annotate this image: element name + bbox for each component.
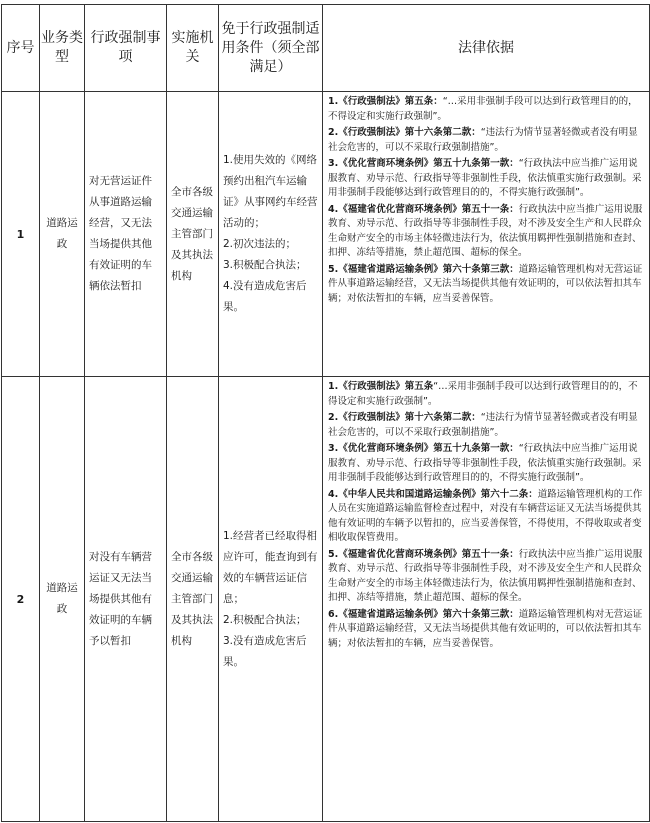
law-clause	[328, 488, 644, 546]
header-row	[2, 5, 650, 92]
law-text: 道路运输管理机构对无营运证件从事道路运输经营，又无法当场提供其他有效证明的，可以依法暂扣其车辆；对依法暂扣的车辆，应当妥善保管。	[328, 608, 643, 649]
law-clause	[328, 203, 644, 261]
legal-basis	[323, 377, 650, 822]
law-text: “违法行为情节显著轻微或者没有明显社会危害的，可以不采取行政强制措施”。	[328, 127, 638, 153]
business-type: 道路运政	[40, 377, 85, 822]
law-title: 4.《中华人民共和国道路运输条例》第六十二条：	[328, 488, 538, 500]
law-clause	[328, 126, 644, 155]
law-text: “行政执法中应当推广运用说服教育、劝导示范、行政指导等非强制性手段，依法慎重实施行政强制。采用非强制手段能够达到行政管理目的的，不得实施行政强制”。	[328, 443, 642, 483]
header-law: 法律依据	[323, 5, 650, 92]
header-org: 实施机关	[167, 5, 219, 92]
law-title: 6.《福建省道路运输条例》第六十条第三款：	[328, 608, 519, 620]
law-text: 道路运输管理机构的工作人员在实施道路运输监督检查过程中，对没有车辆营运证又无法当场提供其他有效证明的车辆予以暂扣的，应当妥善保管，不得使用，不得收取或者变相收取保管费用。	[328, 488, 643, 543]
law-title: 1.《行政强制法》第五条：	[328, 96, 443, 107]
law-text: 道路运输管理机构对无营运证件从事道路运输经营，又无法当场提供其他有效证明的，可以依法暂扣其车辆；对依法暂扣的车辆，应当妥善保管。	[328, 263, 643, 304]
business-type: 道路运政	[40, 92, 85, 377]
implementing-agency: 全市各级交通运输主管部门及其执法机构	[167, 377, 219, 822]
table-row	[2, 377, 650, 822]
enforcement-item: 对没有车辆营运证又无法当场提供其他有效证明的车辆予以暂扣	[85, 377, 167, 822]
law-clause	[328, 157, 644, 201]
enforcement-item: 对无营运证件从事道路运输经营，又无法当场提供其他有效证明的车辆依法暂扣	[85, 92, 167, 377]
law-clause	[328, 608, 644, 652]
condition-item: 4.没有造成危害后果。	[223, 280, 307, 313]
law-clause	[328, 263, 644, 307]
condition-item: 3.积极配合执法；	[223, 259, 307, 271]
law-title: 3.《优化营商环境条例》第五十九条第一款：	[328, 443, 519, 454]
exemption-conditions	[219, 92, 323, 377]
law-text: 行政执法中应当推广运用说服教育、劝导示范、行政指导等非强制性手段，对不涉及安全生产和人民群众生命财产安全的市场主体轻微违法行为，依法慎用羁押性强制措施和查封、扣押、冻结等措施，禁止超范围、超标的保全。	[328, 203, 643, 258]
law-title: 2.《行政强制法》第十六条第二款：	[328, 127, 481, 138]
header-item: 行政强制事项	[85, 5, 167, 92]
row-number: 1	[2, 92, 40, 377]
law-clause	[328, 380, 644, 409]
law-clause	[328, 548, 644, 606]
header-type: 业务类型	[40, 5, 85, 92]
law-text: 行政执法中应当推广运用说服教育、劝导示范、行政指导等非强制性手段，对不涉及安全生产和人民群众生命财产安全的市场主体轻微违法行为，依法慎用羁押性强制措施和查封、扣押、冻结等措施，禁止超范围、超标的保全。	[328, 548, 643, 603]
condition-item: 1.经营者已经取得相应许可，能查询到有效的车辆营运证信息；	[223, 529, 318, 605]
law-clause	[328, 442, 644, 486]
law-text: “…采用非强制手段可以达到行政管理目的的，不得设定和实施行政强制”。	[328, 96, 638, 122]
header-num: 序号	[2, 5, 40, 92]
law-title: 5.《福建省优化营商环境条例》第五十一条：	[328, 548, 519, 560]
law-clause	[328, 411, 644, 440]
law-title: 4.《福建省优化营商环境条例》第五十一条：	[328, 203, 519, 215]
header-cond: 免于行政强制适用条件（须全部满足）	[219, 5, 323, 92]
condition-item: 3.没有造成危害后果。	[223, 634, 307, 668]
condition-item: 2.初次违法的；	[223, 238, 297, 250]
exemption-conditions	[219, 377, 323, 822]
legal-basis	[323, 92, 650, 377]
condition-item: 1.使用失效的《网络预约出租汽车运输证》从事网约车经营活动的；	[223, 154, 318, 229]
law-clause	[328, 95, 644, 124]
enforcement-table	[1, 4, 650, 822]
condition-item: 2.积极配合执法；	[223, 613, 307, 626]
law-title: 1.《行政强制法》第五条	[328, 381, 434, 392]
law-text: “行政执法中应当推广运用说服教育、劝导示范、行政指导等非强制性手段，依法慎重实施行政强制。采用非强制手段能够达到行政管理目的的，不得实施行政强制”。	[328, 158, 642, 198]
law-text: “…采用非强制手段可以达到行政管理目的的，不得设定和实施行政强制”。	[328, 381, 638, 407]
law-title: 5.《福建省道路运输条例》第六十条第三款：	[328, 263, 519, 275]
law-title: 2.《行政强制法》第十六条第二款：	[328, 412, 481, 423]
table-row	[2, 92, 650, 377]
row-number: 2	[2, 377, 40, 822]
implementing-agency: 全市各级交通运输主管部门及其执法机构	[167, 92, 219, 377]
law-text: “违法行为情节显著轻微或者没有明显社会危害的，可以不采取行政强制措施”。	[328, 412, 638, 438]
law-title: 3.《优化营商环境条例》第五十九条第一款：	[328, 158, 519, 169]
